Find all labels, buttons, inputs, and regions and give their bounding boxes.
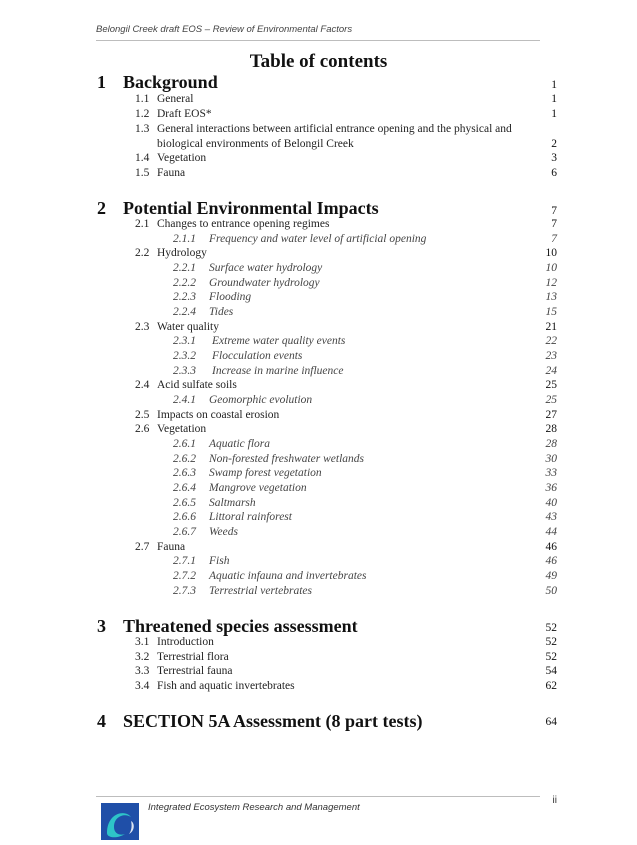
toc-subentry[interactable]: Flocculation events: [212, 350, 303, 362]
toc-entry[interactable]: Fauna: [157, 541, 186, 553]
toc-subentry[interactable]: Saltmarsh: [209, 497, 256, 509]
toc-page: 28: [545, 423, 557, 435]
toc-subentry[interactable]: Extreme water quality events: [212, 335, 346, 347]
toc-page: 1: [551, 108, 557, 120]
organisation-name: Integrated Ecosystem Research and Management: [148, 802, 360, 813]
toc-entry[interactable]: Terrestrial flora: [157, 651, 229, 663]
logo-background: [101, 803, 139, 840]
toc-subentry-num: 2.6.5: [173, 497, 196, 509]
section-number: 1: [97, 72, 106, 92]
toc-entry[interactable]: General interactions between artificial entrance opening and the physical and: [157, 123, 512, 135]
toc-subentry-num: 2.7.2: [173, 570, 196, 582]
toc-page: 46: [545, 555, 557, 567]
toc-page: 13: [545, 291, 557, 303]
toc-entry[interactable]: Impacts on coastal erosion: [157, 409, 280, 421]
toc-entry-num: 2.7: [135, 541, 150, 553]
toc-page: 46: [545, 541, 557, 553]
toc-entry-num: 3.4: [135, 680, 150, 692]
toc-entry[interactable]: Water quality: [157, 321, 219, 333]
toc-subentry[interactable]: Surface water hydrology: [209, 262, 323, 274]
toc-entry[interactable]: Vegetation: [157, 423, 207, 435]
toc-subentry-num: 2.6.2: [173, 453, 196, 465]
section-page: 52: [545, 622, 557, 634]
toc-page: 33: [545, 467, 557, 479]
toc-entry[interactable]: General: [157, 93, 194, 105]
section-page: 1: [551, 79, 557, 91]
toc-subentry-num: 2.6.1: [173, 438, 196, 450]
toc-entry[interactable]: Vegetation: [157, 152, 207, 164]
toc-subentry[interactable]: Terrestrial vertebrates: [209, 585, 312, 597]
toc-entry[interactable]: Terrestrial fauna: [157, 665, 233, 677]
toc-subentry-num: 2.2.4: [173, 306, 196, 318]
toc-page: 22: [545, 335, 557, 347]
toc-subentry[interactable]: Increase in marine influence: [212, 365, 344, 377]
toc-subentry-num: 2.1.1: [173, 233, 196, 245]
toc-entry[interactable]: Changes to entrance opening regimes: [157, 218, 330, 230]
toc-subentry[interactable]: Flooding: [209, 291, 252, 303]
toc-page: 27: [545, 409, 557, 421]
toc-subentry-num: 2.6.7: [173, 526, 196, 538]
running-header: Belongil Creek draft EOS – Review of Environmental Factors: [96, 24, 353, 35]
toc-entry-num: 2.4: [135, 379, 150, 391]
wave-logo-icon: [101, 803, 139, 840]
toc-page: 49: [545, 570, 557, 582]
toc-page: 7: [551, 233, 557, 245]
toc-subentry-num: 2.6.3: [173, 467, 196, 479]
toc-entry-num: 1.3: [135, 123, 150, 135]
toc-entry[interactable]: Fauna: [157, 167, 186, 179]
toc-page: 43: [545, 511, 557, 523]
section-number: 4: [97, 711, 106, 731]
toc-subentry[interactable]: Littoral rainforest: [209, 511, 292, 523]
toc-title: Table of contents: [249, 51, 388, 72]
toc-subentry-num: 2.6.4: [173, 482, 196, 494]
toc-page: 6: [551, 167, 557, 179]
toc-subentry-num: 2.3.2: [173, 350, 196, 362]
organisation-logo: [101, 803, 139, 840]
toc-page: 23: [545, 350, 557, 362]
toc-entry[interactable]: biological environments of Belongil Creek: [157, 138, 354, 150]
toc-page: 52: [545, 636, 557, 648]
toc-entry-num: 1.1: [135, 93, 150, 105]
section-page: 7: [551, 205, 557, 217]
toc-entry[interactable]: Acid sulfate soils: [157, 379, 237, 391]
toc-subentry-num: 2.3.3: [173, 365, 196, 377]
toc-entry[interactable]: Draft EOS*: [157, 108, 212, 120]
toc-entry-num: 1.2: [135, 108, 150, 120]
toc-page: 62: [545, 680, 557, 692]
toc-page: 28: [545, 438, 557, 450]
toc-page: 1: [551, 93, 557, 105]
section-title[interactable]: Threatened species assessment: [123, 616, 358, 636]
section-title[interactable]: SECTION 5A Assessment (8 part tests): [123, 711, 423, 731]
toc-entry-num: 1.4: [135, 152, 150, 164]
toc-page: 54: [545, 665, 557, 677]
footer-rule: [96, 796, 540, 797]
toc-subentry[interactable]: Frequency and water level of artificial opening: [209, 233, 427, 245]
toc-entry-num: 2.5: [135, 409, 150, 421]
toc-page: 7: [551, 218, 557, 230]
toc-subentry[interactable]: Weeds: [209, 526, 238, 538]
toc-subentry-num: 2.6.6: [173, 511, 196, 523]
section-title[interactable]: Potential Environmental Impacts: [123, 198, 379, 218]
toc-entry[interactable]: Hydrology: [157, 247, 207, 259]
toc-entry-num: 3.1: [135, 636, 150, 648]
toc-entry-num: 1.5: [135, 167, 150, 179]
toc-subentry-num: 2.2.1: [173, 262, 196, 274]
section-number: 2: [97, 198, 106, 218]
toc-page: 50: [545, 585, 557, 597]
toc-subentry[interactable]: Swamp forest vegetation: [209, 467, 322, 479]
toc-page: 36: [545, 482, 557, 494]
section-number: 3: [97, 616, 106, 636]
toc-page: 2: [551, 138, 557, 150]
toc-subentry[interactable]: Aquatic infauna and invertebrates: [209, 570, 367, 582]
toc-page: 10: [545, 247, 557, 259]
toc-entry[interactable]: Fish and aquatic invertebrates: [157, 680, 295, 692]
toc-subentry[interactable]: Tides: [209, 306, 234, 318]
toc-subentry[interactable]: Groundwater hydrology: [209, 277, 320, 289]
toc-page: 10: [545, 262, 557, 274]
toc-page: 21: [545, 321, 557, 333]
toc-entry[interactable]: Introduction: [157, 636, 214, 648]
toc-entry-num: 3.2: [135, 651, 150, 663]
toc-page: 12: [545, 277, 557, 289]
toc-subentry-num: 2.3.1: [173, 335, 196, 347]
toc-subentry[interactable]: Mangrove vegetation: [209, 482, 307, 494]
toc-page: 44: [545, 526, 557, 538]
toc-page: 30: [545, 453, 557, 465]
toc-page: 25: [545, 394, 557, 406]
toc-subentry-num: 2.2.3: [173, 291, 196, 303]
toc-entry-num: 2.3: [135, 321, 150, 333]
toc-subentry[interactable]: Fish: [209, 555, 230, 567]
section-title[interactable]: Background: [123, 72, 218, 92]
toc-subentry-num: 2.2.2: [173, 277, 196, 289]
toc-page: 25: [545, 379, 557, 391]
toc-subentry[interactable]: Geomorphic evolution: [209, 394, 313, 406]
toc-subentry-num: 2.7.3: [173, 585, 196, 597]
toc-entry-num: 3.3: [135, 665, 150, 677]
toc-subentry[interactable]: Non-forested freshwater wetlands: [209, 453, 365, 465]
toc-entry-num: 2.2: [135, 247, 150, 259]
toc-subentry-num: 2.7.1: [173, 555, 196, 567]
header-rule: [96, 40, 540, 41]
toc-page: 15: [545, 306, 557, 318]
toc-entry-num: 2.1: [135, 218, 150, 230]
toc-subentry[interactable]: Aquatic flora: [209, 438, 271, 450]
page-number: ii: [552, 795, 557, 806]
toc-page: 3: [551, 152, 557, 164]
section-page: 64: [545, 716, 557, 728]
toc-page: 40: [545, 497, 557, 509]
toc-subentry-num: 2.4.1: [173, 394, 196, 406]
toc-page: 24: [545, 365, 557, 377]
toc-entry-num: 2.6: [135, 423, 150, 435]
toc-page: 52: [545, 651, 557, 663]
